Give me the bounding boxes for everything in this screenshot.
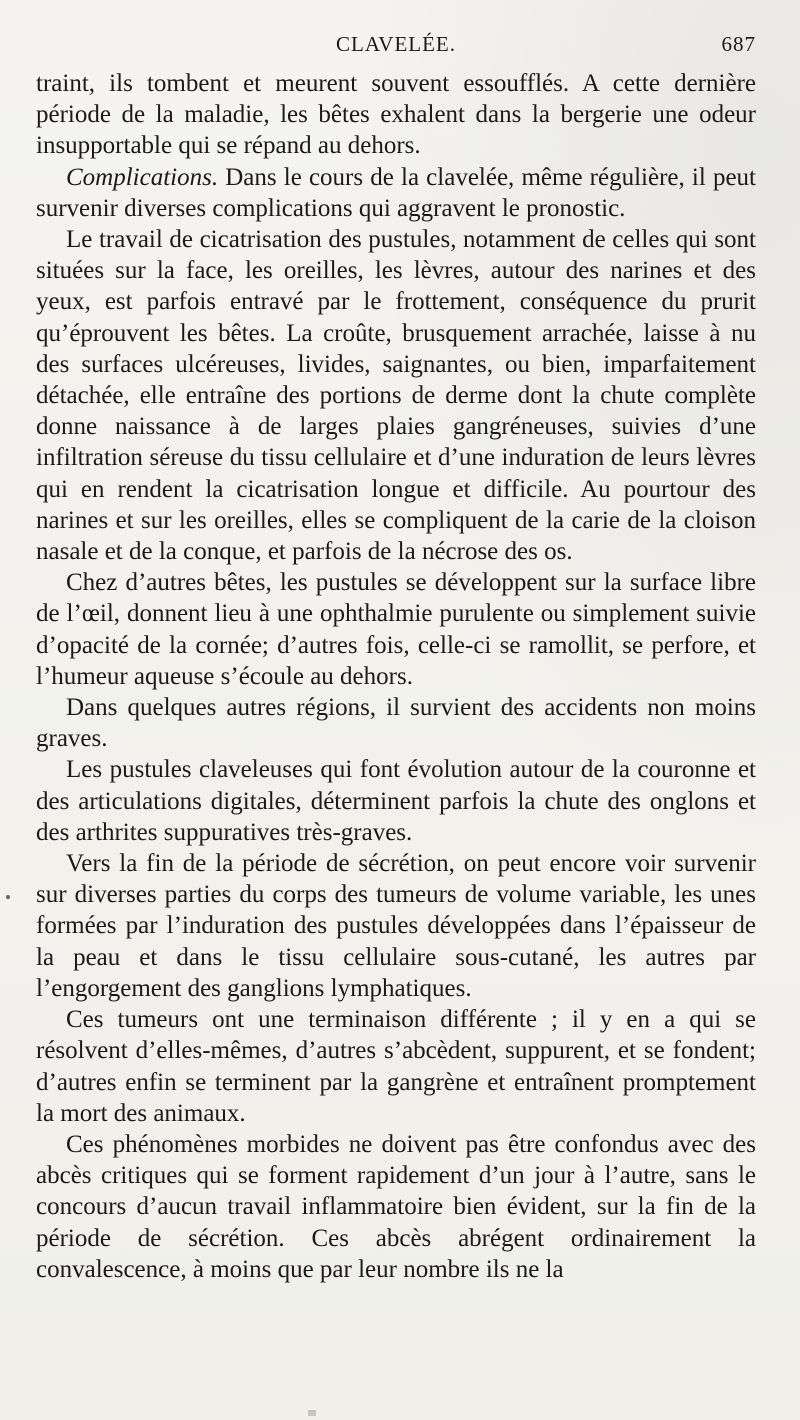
- paragraph-text: Les pustules claveleuses qui font évolution autour de la couronne et des articulations digitales, déterminent parfois la chute des onglons et des arthrites suppuratives très-graves.: [36, 756, 756, 846]
- paragraph: [36, 848, 756, 1004]
- paragraph-text: Dans le cours de la clavelée, même régulière, il peut survenir diverses complications qui aggravent le pronostic.: [36, 163, 756, 222]
- ink-speck: [6, 895, 10, 899]
- paragraph: [36, 1004, 756, 1129]
- running-title: CLAVELÉE.: [335, 32, 457, 56]
- body-text: [36, 68, 756, 1285]
- paragraph-text: Ces phénomènes morbides ne doivent pas être confondus avec des abcès critiques qui se forment rapidement d’un jour à l’autre, sans le concours d’aucun travail inflammatoire bien évident, sur la fin de la période de sécrétion. Ces abcès abrégent ordinairement la convalescence, à moins que par leur nombre ils ne la: [36, 1130, 756, 1283]
- page-number: 687: [721, 32, 756, 56]
- paragraph-text: Vers la fin de la période de sécrétion, on peut encore voir survenir sur diverses parties du corps des tumeurs de volume variable, les unes formées par l’induration des pustules développées dans l’épaisseur de la peau et dans le tissu cellulaire sous-cutané, les autres par l’engorgement des ganglions lymphatiques.: [36, 850, 756, 1002]
- paragraph: [36, 567, 756, 692]
- paragraph-text: traint, ils tombent et meurent souvent essoufflés. A cette dernière période de la maladie, les bêtes exhalent dans la bergerie une odeur insupportable qui se répand au dehors.: [36, 70, 756, 160]
- paragraph: [36, 68, 756, 162]
- paragraph-text: Chez d’autres bêtes, les pustules se développent sur la surface libre de l’œil, donnent lieu à une ophthalmie purulente ou simplement suivie d’opacité de la cornée; d’autres fois, celle-ci se ramollit, se perfore, et l’humeur aqueuse s’écoule au dehors.: [36, 569, 756, 690]
- paragraph: [36, 692, 756, 754]
- running-head: [36, 28, 756, 68]
- section-heading-italic: Complications.: [66, 163, 219, 191]
- paragraph-text: Dans quelques autres régions, il survient des accidents non moins graves.: [36, 694, 756, 753]
- paragraph-text: Le travail de cicatrisation des pustules, notamment de celles qui sont situées sur la face, les oreilles, les lèvres, autour des narines et des yeux, est parfois entravé par le frottement, conséquence du prurit qu’éprouvent les bêtes. La croûte, brusquement arrachée, laisse à nu des surfaces ulcéreuses, livides, saignantes, ou bien, imparfaitement détachée, elle entraîne des portions de derme dont la chute complète donne naissance à de larges plaies gangréneuses, suivies d’une infiltration séreuse du tissu cellulaire et d’une induration de leurs lèvres qui en rendent la cicatrisation longue et difficile. Au pourtour des narines et sur les oreilles, elles se compliquent de la carie de la cloison nasale et de la conque, et parfois de la nécrose des os.: [36, 226, 756, 566]
- ink-speck: [308, 1410, 316, 1416]
- paragraph: [36, 162, 756, 224]
- paragraph: [36, 754, 756, 848]
- paragraph: [36, 224, 756, 567]
- paragraph-text: Ces tumeurs ont une terminaison différente ; il y en a qui se résolvent d’elles-mêmes, d’autres s’abcèdent, suppurent, et se fondent; d’autres enfin se terminent par la gangrène et entraînent promptement la mort des animaux.: [36, 1006, 756, 1127]
- paragraph: [36, 1129, 756, 1285]
